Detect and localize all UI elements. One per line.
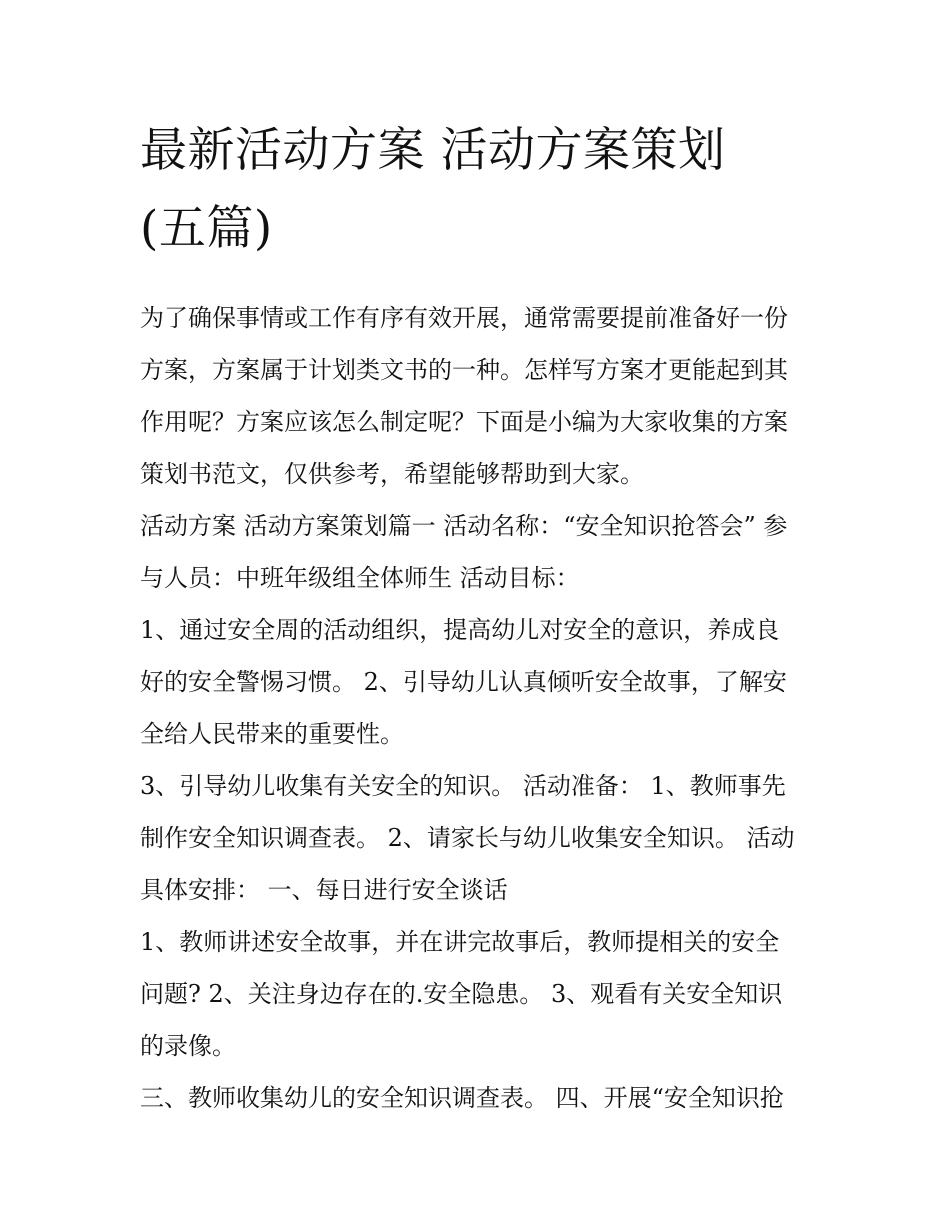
text-line: 1、通过安全周的活动组织，提高幼儿对安全的意识，养成良 [140,616,780,644]
text-line: 1、教师讲述安全故事，并在讲完故事后，教师提相关的安全 [140,928,780,956]
title-line: 最新活动方案 活动方案策划 [140,123,726,178]
text-line: 方案，方案属于计划类文书的一种。怎样写方案才更能起到其 [140,356,788,384]
paragraph-story [140,916,820,1072]
text-line: 问题? 2、关注身边存在的.安全隐患。 3、观看有关安全知识 [140,980,783,1008]
paragraph-intro [140,292,820,500]
text-line: 策划书范文，仅供参考，希望能够帮助到大家。 [140,460,644,488]
document-content [140,112,820,1124]
text-line: 三、教师收集幼儿的安全知识调查表。 四、开展“安全知识抢 [140,1084,784,1112]
paragraph-preparation [140,760,820,916]
text-line: 活动方案 活动方案策划篇一 活动名称：“安全知识抢答会” 参 [140,512,788,540]
document-title [140,112,820,268]
text-line: 的录像。 [140,1032,236,1060]
text-line: 具体安排： 一、每日进行安全谈话 [140,876,508,904]
text-line: 为了确保事情或工作有序有效开展，通常需要提前准备好一份 [140,304,788,332]
paragraph-survey [140,1072,820,1124]
text-line: 3、引导幼儿收集有关安全的知识。 活动准备： 1、教师事先 [140,772,786,800]
text-line: 好的安全警惕习惯。 2、引导幼儿认真倾听安全故事，了解安 [140,668,787,696]
text-line: 与人员：中班年级组全体师生 活动目标： [140,564,580,592]
title-line: (五篇) [140,201,273,256]
text-line: 作用呢？方案应该怎么制定呢？下面是小编为大家收集的方案 [140,408,788,436]
text-line: 制作安全知识调查表。 2、请家长与幼儿收集安全知识。 活动 [140,824,795,852]
paragraph-goals [140,604,820,760]
paragraph-activity-info [140,500,820,604]
text-line: 全给人民带来的重要性。 [140,720,404,748]
